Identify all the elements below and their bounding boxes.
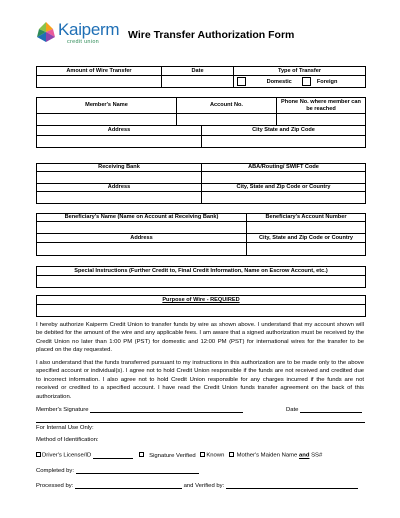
- beneficiary-address-header: Address: [37, 234, 247, 243]
- purpose-field[interactable]: [37, 305, 366, 317]
- known-label: Known: [206, 452, 225, 459]
- type-header: Type of Transfer: [234, 67, 366, 76]
- member-signature-label: Member's Signature: [36, 407, 89, 413]
- amount-header: Amount of Wire Transfer: [37, 67, 162, 76]
- bank-city-field[interactable]: [202, 192, 366, 204]
- type-options: [234, 76, 366, 88]
- signature-date-line[interactable]: [300, 407, 362, 413]
- ss-label: SS#: [311, 452, 323, 459]
- foreign-checkbox[interactable]: [302, 77, 311, 86]
- beneficiary-name-field[interactable]: [37, 222, 247, 234]
- bank-address-header: Address: [37, 184, 202, 192]
- identification-row: [36, 452, 322, 459]
- beneficiary-table: [36, 213, 366, 256]
- account-no-header: Account No.: [177, 98, 277, 114]
- domestic-checkbox[interactable]: [237, 77, 246, 86]
- logo-name: Kaiperm: [58, 20, 120, 39]
- mothers-maiden-label: Mother's Maiden Name: [236, 452, 298, 459]
- member-table: [36, 97, 366, 126]
- member-name-field[interactable]: [37, 114, 177, 126]
- receiving-bank-table: [36, 163, 366, 204]
- processed-by-line[interactable]: [75, 483, 182, 489]
- responsibility-paragraph: I also understand that the funds transferred pursuant to my instructions in this authorization are to be made only to the above specified account or individual(s). I agree not to hold Credit Union responsible if the funds are not received and credited due to incorrect information. I also agree not to hold Credit Union responsible for any charges incurred if the funds are not received or credited to a specified account. I have read the Credit Union funds transfer agreement on the back of this authorization.: [36, 360, 364, 400]
- receiving-bank-header: Receiving Bank: [37, 164, 202, 172]
- signature-row: [36, 407, 243, 413]
- known-checkbox[interactable]: [200, 452, 205, 457]
- bank-city-header: City, State and Zip Code or Country: [202, 184, 366, 192]
- account-no-field[interactable]: [177, 114, 277, 126]
- internal-divider: [36, 422, 365, 423]
- member-address-field[interactable]: [37, 136, 202, 148]
- amount-field[interactable]: [37, 76, 162, 88]
- special-instructions-header: Special Instructions (Further Credit to, Final Credit Information, Name on Escrow Account, etc.): [37, 267, 366, 276]
- drivers-license-label: Driver's License/ID: [42, 452, 92, 459]
- purpose-table: [36, 295, 366, 317]
- special-instructions-field[interactable]: [37, 276, 366, 288]
- date-field[interactable]: [162, 76, 234, 88]
- internal-heading: For Internal Use Only:: [36, 425, 94, 431]
- receiving-bank-field[interactable]: [37, 172, 202, 184]
- date-row: [286, 407, 362, 413]
- member-city-field[interactable]: [202, 136, 366, 148]
- special-instructions-table: [36, 266, 366, 288]
- beneficiary-account-field[interactable]: [247, 222, 366, 234]
- kaiperm-logo-icon: [36, 21, 56, 43]
- aba-header: ABA/Routing/ SWIFT Code: [202, 164, 366, 172]
- verified-by-line[interactable]: [226, 483, 358, 489]
- verified-by-label: and Verified by:: [183, 483, 225, 489]
- date-header: Date: [162, 67, 234, 76]
- completed-by-row: [36, 468, 199, 474]
- mothers-maiden-checkbox[interactable]: [229, 452, 234, 457]
- domestic-label: Domestic: [266, 78, 292, 85]
- form-title: Wire Transfer Authorization Form: [128, 29, 295, 41]
- bank-address-field[interactable]: [37, 192, 202, 204]
- logo-subtitle: credit union: [67, 39, 100, 45]
- phone-header: Phone No. where member can be reached: [277, 98, 366, 114]
- transfer-info-table: [36, 66, 366, 88]
- signature-verified-label: Signature Verified: [149, 452, 196, 459]
- beneficiary-account-header: Beneficiary's Account Number: [247, 214, 366, 222]
- beneficiary-name-header: Beneficiary's Name (Name on Account at Receiving Bank): [37, 214, 247, 222]
- member-address-header: Address: [37, 126, 202, 136]
- phone-field[interactable]: [277, 114, 366, 126]
- member-address-table: [36, 125, 366, 148]
- authorization-paragraph: I hereby authorize Kaiperm Credit Union to transfer funds by wire as shown above. I understand that my account shown will be debited for the amount of the wire and any applicable fees. I am aware that a signed authorization must be received by the Credit Union no later than 1:00 PM (PST) for domestic and 12:00 PM (PST) for international wires for the transfer to be placed on the day requested.: [36, 322, 364, 354]
- completed-by-line[interactable]: [76, 468, 199, 474]
- aba-field[interactable]: [202, 172, 366, 184]
- signature-date-label: Date: [286, 407, 299, 413]
- drivers-license-line[interactable]: [93, 453, 133, 459]
- member-name-header: Member's Name: [37, 98, 177, 114]
- processed-by-row: [36, 483, 358, 489]
- completed-by-label: Completed by:: [36, 468, 74, 474]
- member-signature-line[interactable]: [90, 407, 243, 413]
- foreign-label: Foreign: [316, 78, 338, 85]
- signature-verified-checkbox[interactable]: [139, 452, 144, 457]
- processed-by-label: Processed by:: [36, 483, 74, 489]
- beneficiary-city-header: City, State and Zip Code or Country: [247, 234, 366, 243]
- logo: [36, 19, 120, 49]
- beneficiary-city-field[interactable]: [247, 243, 366, 256]
- method-label: Method of Identification:: [36, 437, 99, 443]
- drivers-license-checkbox[interactable]: [36, 452, 41, 457]
- member-city-header: City State and Zip Code: [202, 126, 366, 136]
- purpose-header: Purpose of Wire - REQUIRED: [37, 296, 366, 305]
- and-label: and: [298, 452, 310, 459]
- beneficiary-address-field[interactable]: [37, 243, 247, 256]
